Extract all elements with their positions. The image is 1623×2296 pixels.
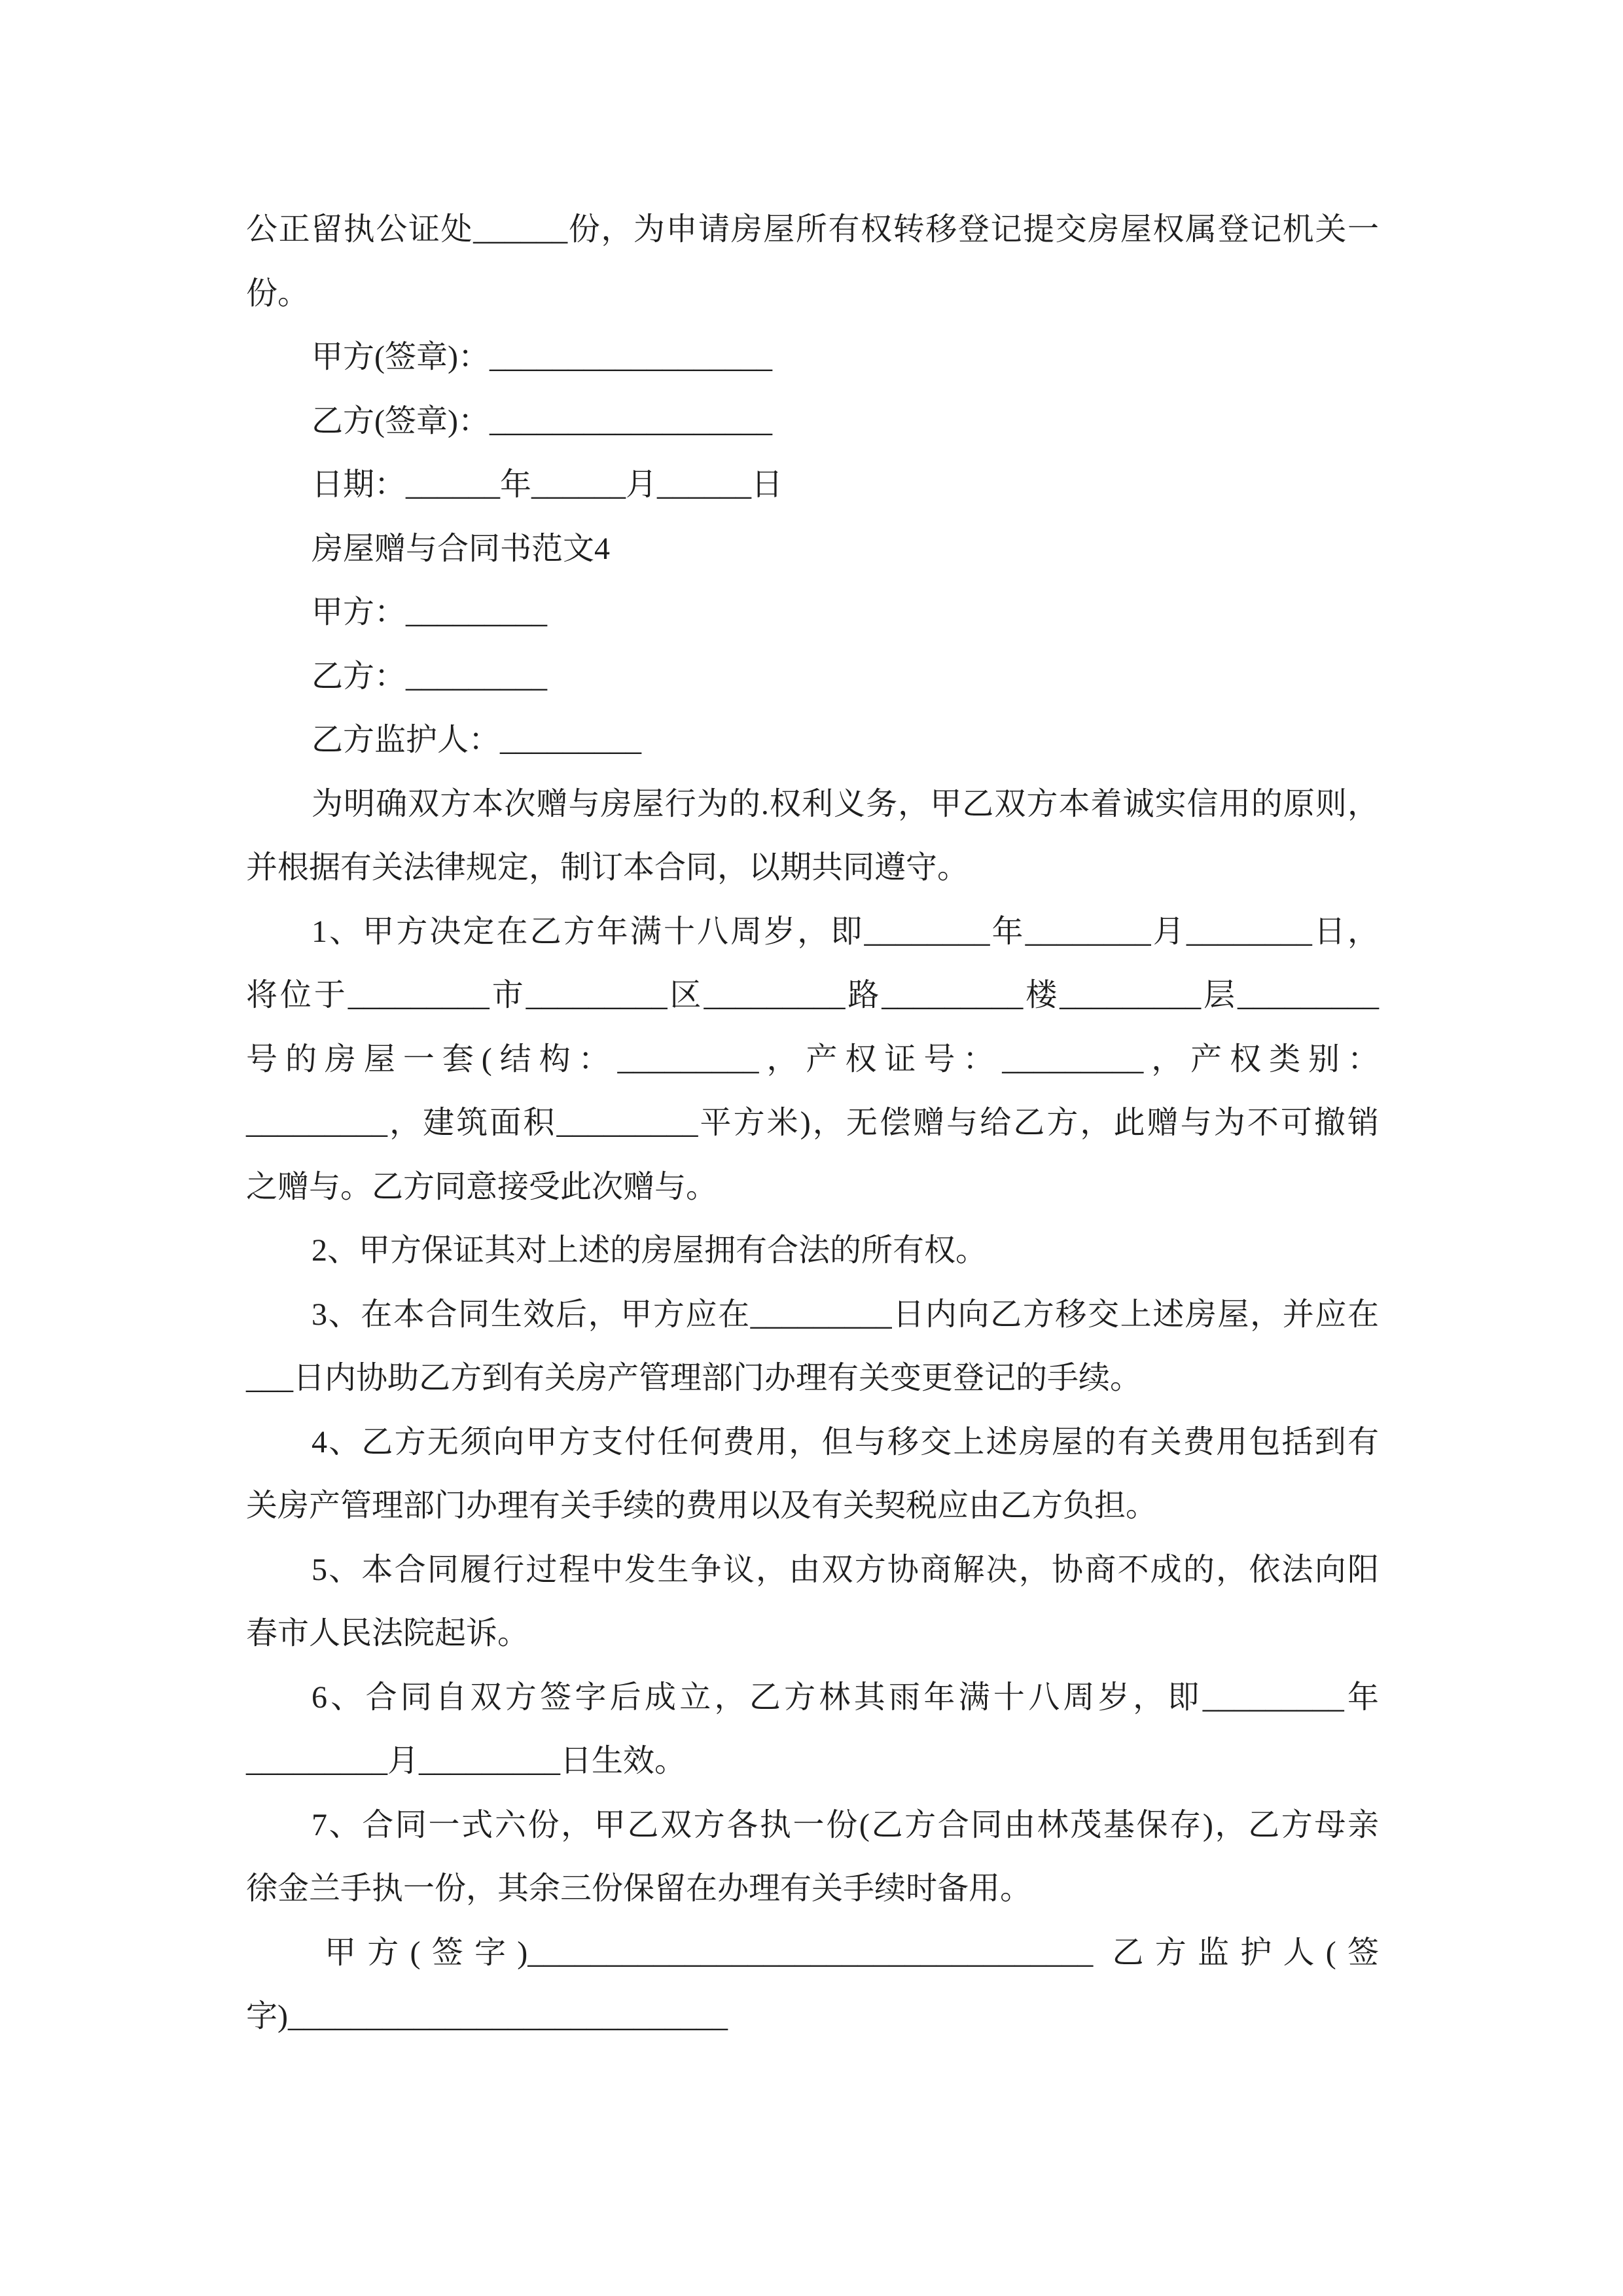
signature-line-1: 甲方(签字)____________________________________ 乙方监护人(签 (325, 1935, 1379, 1970)
section-title: 房屋赠与合同书范文4 (312, 531, 611, 566)
clause-6-line-1: 6、合同自双方签字后成立，乙方林其雨年满十八周岁，即_________年 (312, 1679, 1379, 1715)
previous-party-a-signature: 甲方(签章)：__________________ (312, 340, 772, 374)
clause-1-line-1: 1、甲方决定在乙方年满十八周岁，即________年________月________日， (312, 914, 1379, 949)
guardian-line: 乙方监护人：_________ (312, 723, 642, 757)
clause-1-line-2: 将位于_________市_________区_________路_________楼_________层_________ (246, 978, 1379, 1013)
preamble-line-1: 为明确双方本次赠与房屋行为的.权利义务，甲乙双方本着诚实信用的原则， (312, 786, 1379, 821)
clause-4-line-1: 4、乙方无须向甲方支付任何费用，但与移交上述房屋的有关费用包括到有 (312, 1424, 1379, 1460)
clause-6-line-2: _________月_________日生效。 (246, 1744, 687, 1778)
clause-5-line-1: 5、本合同履行过程中发生争议，由双方协商解决，协商不成的，依法向阳 (312, 1552, 1379, 1587)
previous-party-b-signature: 乙方(签章)：__________________ (312, 403, 772, 439)
clause-7-line-1: 7、合同一式六份，甲乙双方各执一份(乙方合同由林茂基保存)，乙方母亲 (312, 1807, 1379, 1842)
party-a-line: 甲方：_________ (312, 595, 548, 630)
previous-closing-line-1: 公正留执公证处______份，为申请房屋所有权转移登记提交房屋权属登记机关一 (246, 212, 1379, 247)
document-body (246, 198, 1379, 2049)
clause-1-line-5: 之赠与。乙方同意接受此次赠与。 (246, 1169, 718, 1204)
clause-1-line-4: _________，建筑面积_________平方米)，无偿赠与给乙方，此赠与为不可撤销 (246, 1105, 1379, 1140)
clause-5-line-2: 春市人民法院起诉。 (246, 1616, 529, 1651)
preamble-line-2: 并根据有关法律规定，制订本合同，以期共同遵守。 (246, 850, 969, 885)
clause-7-line-2: 徐金兰手执一份，其余三份保留在办理有关手续时备用。 (246, 1871, 1032, 1906)
clause-4-line-2: 关房产管理部门办理有关手续的费用以及有关契税应由乙方负担。 (246, 1488, 1158, 1523)
party-b-line: 乙方：_________ (312, 658, 548, 694)
previous-date-line: 日期：______年______月______日 (312, 467, 783, 502)
clause-3-line-1: 3、在本合同生效后，甲方应在_________日内向乙方移交上述房屋，并应在 (312, 1297, 1379, 1332)
clause-2-line-1: 2、甲方保证其对上述的房屋拥有合法的所有权。 (312, 1233, 988, 1268)
clause-3-line-2: ___日内协助乙方到有关房产管理部门办理有关变更登记的手续。 (246, 1361, 1142, 1395)
clause-1-line-3: 号的房屋一套(结构：_________，产权证号：_________，产权类别： (246, 1041, 1379, 1077)
previous-closing-line-2: 份。 (246, 276, 310, 311)
signature-line-2: 字)____________________________ (246, 1999, 728, 2034)
